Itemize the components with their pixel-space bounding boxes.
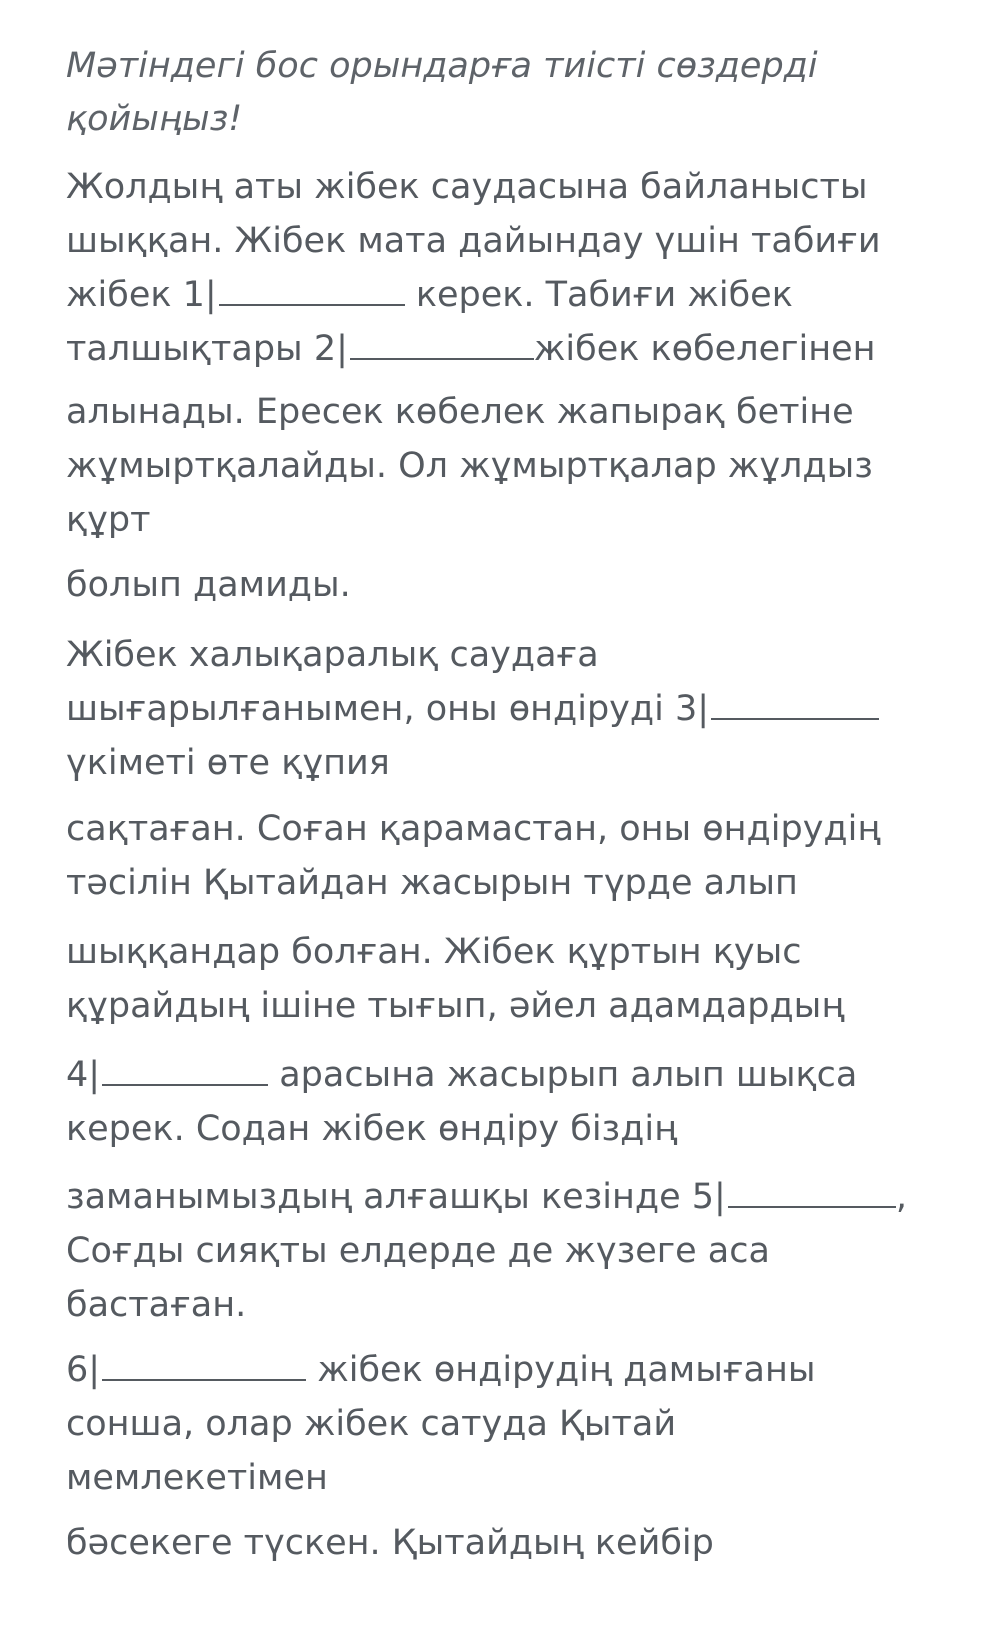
blank-1[interactable] xyxy=(219,270,405,306)
paragraph-4 xyxy=(66,628,879,790)
p1-line-3-end: керек. Табиғи жібек xyxy=(404,275,793,315)
p2-line-1: алынады. Ересек көбелек жапырақ бетіне xyxy=(66,392,854,432)
p7-line-2: керек. Содан жібек өндіру біздің xyxy=(66,1109,678,1149)
p3-line-1: болып дамиды. xyxy=(66,565,351,605)
blank-separator: | xyxy=(336,329,348,369)
blank-separator: | xyxy=(714,1177,726,1217)
p7-line-1-start: 4 xyxy=(66,1055,89,1095)
paragraph-8 xyxy=(66,1170,907,1332)
p1-line-4-end: жібек көбелегінен xyxy=(533,329,876,369)
p8-line-1-end: , xyxy=(895,1177,907,1217)
blank-separator: | xyxy=(204,275,217,315)
blank-2[interactable] xyxy=(350,324,534,360)
p2-line-3: құрт xyxy=(66,500,151,540)
p4-line-2 xyxy=(66,682,879,736)
p6-line-2: құрайдың ішіне тығып, әйел адамдардың xyxy=(66,986,845,1026)
blank-separator: | xyxy=(697,689,710,729)
blank-separator: | xyxy=(88,1350,101,1390)
paragraph-6 xyxy=(66,925,844,1033)
paragraph-3 xyxy=(66,558,351,612)
blank-6[interactable] xyxy=(102,1345,306,1381)
blank-4[interactable] xyxy=(102,1050,268,1086)
p6-line-1: шыққандар болған. Жібек құртын қуыс xyxy=(66,932,802,972)
p9-line-1-end: жібек өндірудің дамығаны xyxy=(306,1350,816,1390)
p1-line-1: Жолдың аты жібек саудасына байланысты xyxy=(66,167,868,207)
p8-line-1-start: заманымыздың алғашқы кезінде 5 xyxy=(66,1177,715,1217)
p5-line-2: тәсілін Қытайдан жасырын түрде алып xyxy=(66,863,798,903)
p10-line-1: бәсекеге түскен. Қытайдың кейбір xyxy=(66,1523,714,1563)
worksheet xyxy=(66,0,966,1563)
blank-separator: | xyxy=(88,1055,101,1095)
paragraph-7 xyxy=(66,1048,857,1156)
p8-line-2: Соғды сияқты елдерде де жүзеге аса xyxy=(66,1231,770,1271)
paragraph-9 xyxy=(66,1343,815,1505)
p1-line-4-start: талшықтары 2 xyxy=(66,329,337,369)
p1-line-3 xyxy=(66,268,881,322)
p7-line-1 xyxy=(66,1048,857,1102)
p4-line-2-start: шығарылғанымен, оны өндіруді 3 xyxy=(66,689,698,729)
p9-line-1 xyxy=(66,1343,815,1397)
paragraph-5 xyxy=(66,802,880,910)
paragraph-10 xyxy=(66,1516,714,1570)
p9-line-1-start: 6 xyxy=(66,1350,89,1390)
p9-line-3: мемлекетімен xyxy=(66,1458,328,1498)
instruction-text: Мәтіндегі бос орындарға тиісті сөздерді қойыңыз! xyxy=(66,46,818,139)
p4-line-1: Жібек халықаралық саудаға xyxy=(66,635,599,675)
p8-line-1 xyxy=(66,1170,907,1224)
blank-5[interactable] xyxy=(728,1172,896,1208)
p7-line-1-end: арасына жасырып алып шықса xyxy=(268,1055,858,1095)
p4-line-3: үкіметі өте құпия xyxy=(66,743,390,783)
paragraph-1 xyxy=(66,160,881,376)
p1-line-4 xyxy=(66,322,881,376)
p1-line-3-start: жібек 1 xyxy=(66,275,205,315)
p5-line-1: сақтаған. Соған қарамастан, оны өндірудің xyxy=(66,809,881,849)
instruction-heading xyxy=(66,40,966,146)
p8-line-3: бастаған. xyxy=(66,1285,247,1325)
p9-line-2: сонша, олар жібек сатуда Қытай xyxy=(66,1404,677,1444)
paragraph-2 xyxy=(66,385,873,547)
blank-3[interactable] xyxy=(711,684,879,720)
p1-line-2: шыққан. Жібек мата дайындау үшін табиғи xyxy=(66,221,881,261)
p2-line-2: жұмыртқалайды. Ол жұмыртқалар жұлдыз xyxy=(66,446,873,486)
